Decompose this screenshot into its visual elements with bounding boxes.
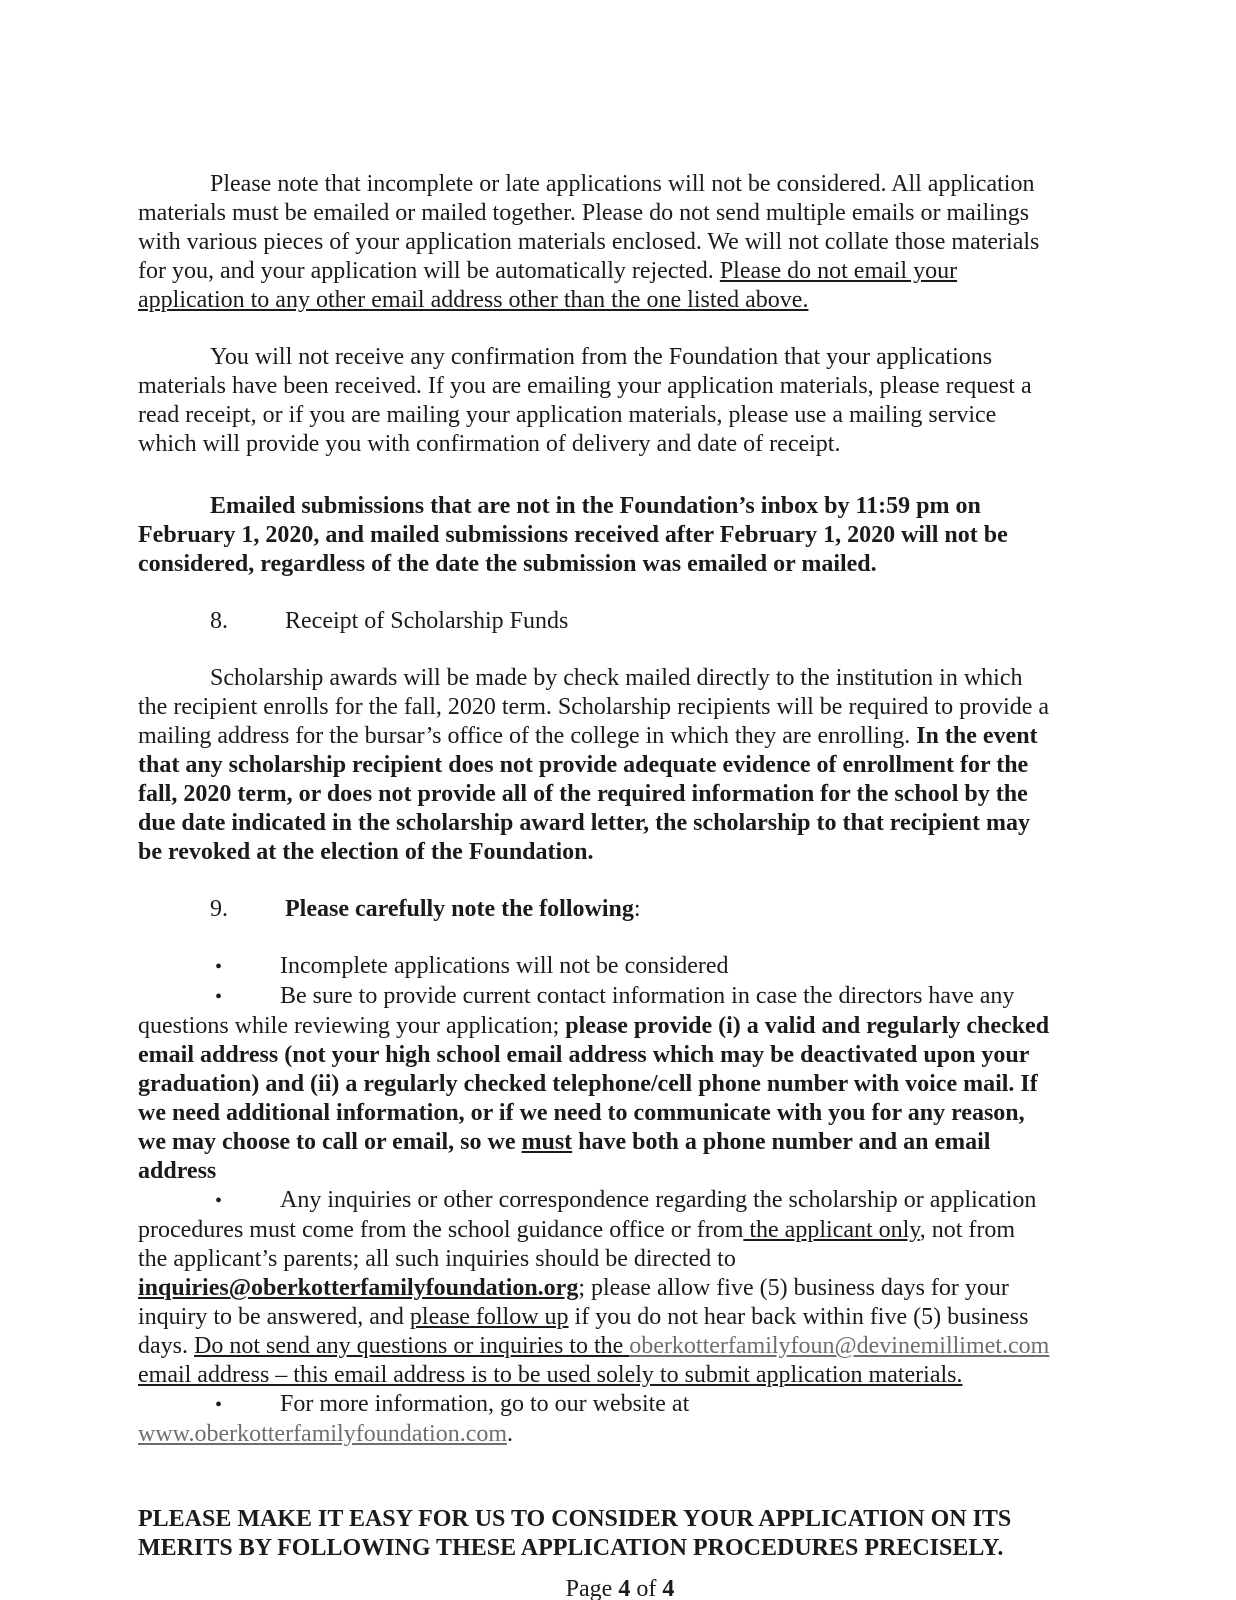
do-not-send-underlined: Do not send any questions or inquiries to the — [194, 1333, 630, 1359]
bullet-website — [138, 1390, 1050, 1449]
foundation-website-link: www.oberkotterfamilyfoundation.com — [138, 1421, 508, 1447]
section-8-number: 8. — [210, 608, 228, 634]
bullet-icon: • — [215, 1190, 223, 1212]
website-period: . — [507, 1421, 514, 1447]
bullet-contact-information — [138, 982, 1050, 1186]
page-number-of: of — [630, 1576, 663, 1600]
bullet-icon: • — [215, 1394, 223, 1416]
deadline-text: Emailed submissions that are not in the Foundation’s inbox by 11:59 pm on February 1, 2020, and mailed submissions received after February 1, 2020 will not be considered, regardless of the date the submission was emailed or mailed. — [138, 493, 1008, 577]
applicant-only-underlined: the applicant only — [743, 1217, 920, 1243]
page-number-prefix: Page — [565, 1576, 619, 1600]
inquiries-text-3: ; please allow five (5) business days for your inquiry to be answered, and — [138, 1275, 1009, 1330]
bullet-incomplete-applications — [138, 952, 1050, 982]
contact-info-bold-text: please provide (i) a valid and regularly checked email address (not your high school email address which may be deactivated upon your graduation) and (ii) a regularly checked telephone/cell phone number with voice mail. If we need additional information, or if we need to communicate with you for any reason, we may choose to call or email, so we — [138, 1013, 1050, 1155]
devinemillimet-email-link: oberkotterfamilyfoun@devinemillimet.com — [629, 1333, 1050, 1359]
submit-only-underlined: email address – this email address is to be used solely to submit application materials. — [138, 1362, 963, 1388]
inquiries-email-link: inquiries@oberkotterfamilyfoundation.org — [138, 1275, 579, 1301]
scholarship-funds-text: Scholarship awards will be made by check mailed directly to the institution in which the recipient enrolls for the fall, 2020 term. Scholarship recipients will be required to provide a mailing address for the bursar’s office of the college in which they are enrolling. — [138, 665, 1050, 749]
no-confirmation-text: You will not receive any confirmation from the Foundation that your applications materials have been received. If you are emailing your application materials, please request a read receipt, or if you are mailing your application materials, please use a mailing service which will provide you with confirmation of delivery and date of receipt. — [138, 344, 1032, 457]
must-emphasis: must — [521, 1129, 573, 1155]
intro-paragraph — [138, 170, 1050, 315]
bullet-incomplete-text: Incomplete applications will not be considered — [280, 953, 729, 979]
section-8-heading — [138, 607, 1050, 636]
bullet-icon: • — [215, 986, 223, 1008]
follow-up-underlined: please follow up — [409, 1304, 569, 1330]
bullet-inquiries — [138, 1186, 1050, 1390]
closing-statement — [138, 1505, 1050, 1563]
inquiries-text-2: , not from the applicant’s parents; all such inquiries should be directed to — [138, 1217, 1016, 1272]
inquiries-text-1: Any inquiries or other correspondence regarding the scholarship or application procedures must come from the school guidance office or from — [138, 1187, 1037, 1243]
revocation-bold-text: In the event that any scholarship recipient does not provide adequate evidence of enrollment for the fall, 2020 term, or does not provide all of the required information for the school by the due date indicated in the scholarship award letter, the scholarship to that recipient may be revoked at the election of the Foundation. — [138, 723, 1038, 865]
scholarship-funds-paragraph — [138, 664, 1050, 867]
no-confirmation-paragraph — [138, 343, 1050, 459]
intro-text: Please note that incomplete or late applications will not be considered. All application materials must be emailed or mailed together. Please do not send multiple emails or mailings with various pieces of your application materials enclosed. We will not collate those materials for you, and your application will be automatically rejected. — [138, 171, 1040, 284]
section-9-title: Please carefully note the following — [285, 896, 634, 922]
do-not-email-underlined-note: Please do not email your application to any other email address other than the one listed above. — [138, 258, 958, 313]
section-9-colon: : — [633, 896, 641, 922]
document-content — [138, 170, 1050, 1600]
page-number-current: 4 — [618, 1576, 631, 1600]
contact-info-bold-tail: have both a phone number and an email address — [138, 1129, 991, 1184]
contact-info-text: Be sure to provide current contact information in case the directors have any questions while reviewing your application; — [138, 983, 1015, 1039]
section-9-number: 9. — [210, 896, 228, 922]
website-text: For more information, go to our website at — [280, 1391, 690, 1417]
deadline-bold-paragraph — [138, 492, 1050, 579]
closing-statement-text: PLEASE MAKE IT EASY FOR US TO CONSIDER YOUR APPLICATION ON ITS MERITS BY FOLLOWING THESE APPLICATION PROCEDURES PRECISELY. — [138, 1506, 1012, 1561]
section-9-heading — [138, 895, 1050, 924]
bullet-icon: • — [215, 956, 223, 978]
section-8-title: Receipt of Scholarship Funds — [285, 608, 569, 634]
page-number-total: 4 — [662, 1576, 675, 1600]
inquiries-text-4: if you do not hear back within five (5) business days. — [138, 1304, 1029, 1359]
page-number — [138, 1575, 1050, 1600]
